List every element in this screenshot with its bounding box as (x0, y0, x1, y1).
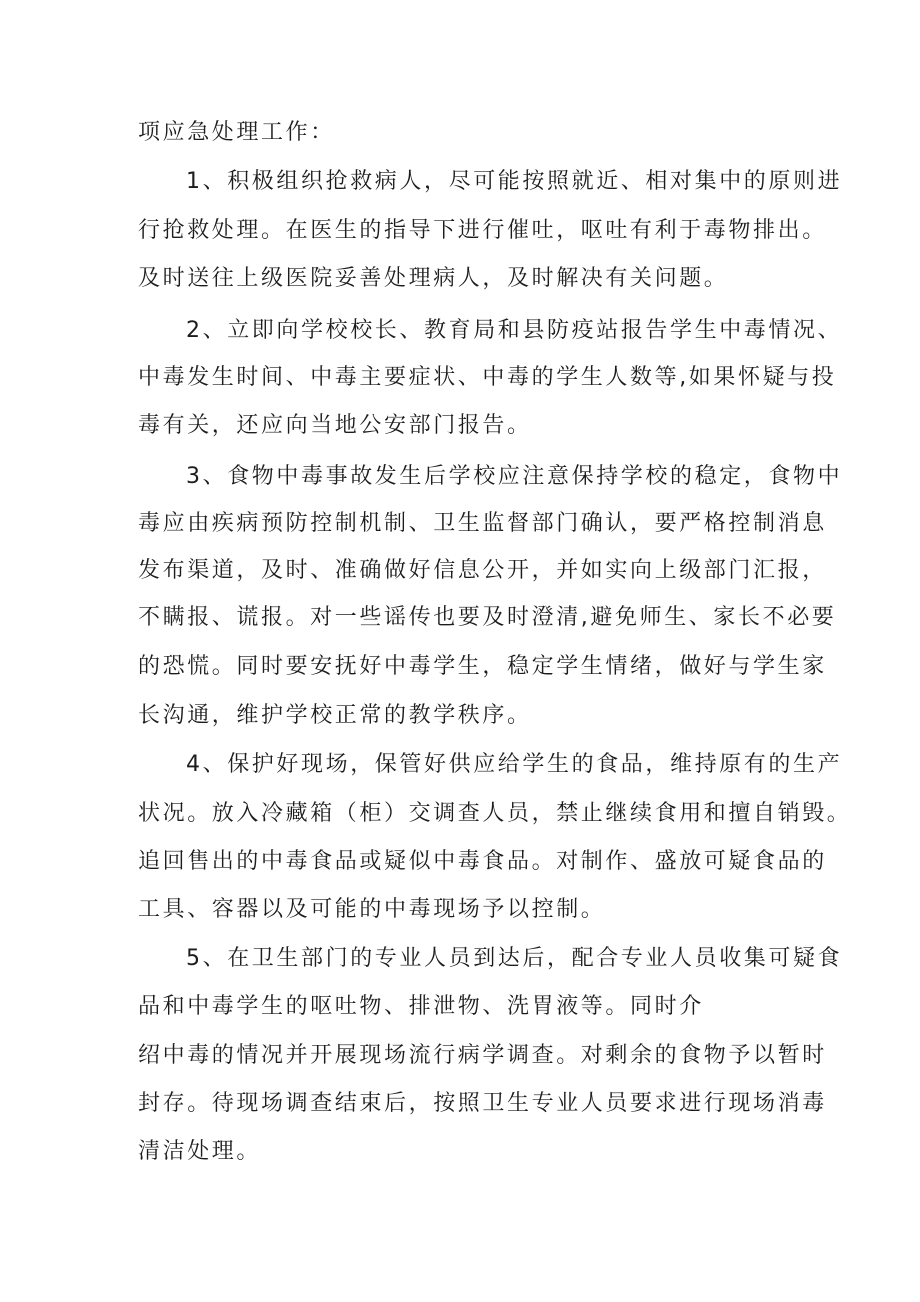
text-line: 封存。待现场调查结束后，按照卫生专业人员要求进行现场消毒 (138, 1091, 827, 1116)
text-line: 毒有关，还应向当地公安部门报告。 (138, 413, 532, 438)
text-line: 不瞒报、谎报。对一些谣传也要及时澄清,避免师生、家长不必要 (138, 605, 837, 630)
paragraph-1-start: 1、积极组织抢救病人，尽可能按照就近、相对集中的原则进 (186, 169, 843, 194)
text-line: 追回售出的中毒食品或疑似中毒食品。对制作、盛放可疑食品的 (138, 849, 827, 874)
text-line: 长沟通，维护学校正常的教学秩序。 (138, 703, 532, 728)
text-line: 的恐慌。同时要安抚好中毒学生，稳定学生情绪，做好与学生家 (138, 654, 827, 679)
text-line: 行抢救处理。在医生的指导下进行催吐，呕吐有利于毒物排出。 (138, 218, 827, 243)
paragraph-2-start: 2、立即向学校校长、教育局和县防疫站报告学生中毒情况、 (186, 318, 843, 343)
text-line: 中毒发生时间、中毒主要症状、中毒的学生人数等,如果怀疑与投 (138, 365, 837, 390)
paragraph-5-start: 5、在卫生部门的专业人员到达后，配合专业人员收集可疑食 (186, 946, 843, 971)
text-line: 项应急处理工作： (138, 120, 335, 145)
text-line: 工具、容器以及可能的中毒现场予以控制。 (138, 897, 606, 922)
text-line: 状况。放入冷藏箱（柜）交调查人员，禁止继续食用和擅自销毁。 (138, 801, 852, 826)
text-line: 发布渠道，及时、准确做好信息公开，并如实向上级部门汇报， (138, 558, 827, 583)
text-line: 绍中毒的情况并开展现场流行病学调查。对剩余的食物予以暂时 (138, 1043, 827, 1068)
text-line: 及时送往上级医院妥善处理病人，及时解决有关问题。 (138, 266, 729, 291)
paragraph-4-start: 4、保护好现场，保管好供应给学生的食品，维持原有的生产 (186, 752, 843, 777)
text-line: 清洁处理。 (138, 1139, 262, 1164)
paragraph-3-start: 3、食物中毒事故发生后学校应注意保持学校的稳定，食物中 (186, 464, 843, 489)
text-line: 毒应由疾病预防控制机制、卫生监督部门确认，要严格控制消息 (138, 511, 827, 536)
text-line: 品和中毒学生的呕吐物、排泄物、洗胃液等。同时介 (138, 994, 704, 1019)
